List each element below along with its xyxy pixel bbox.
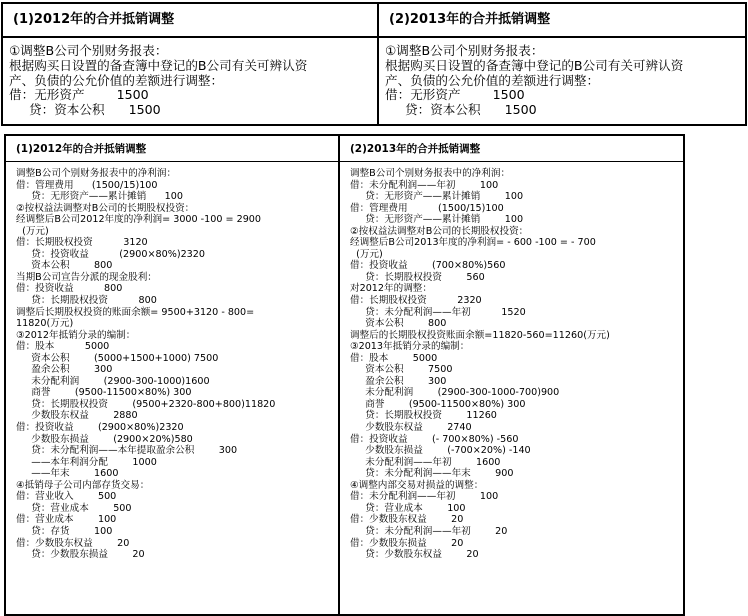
entry-line: 贷：未分配利润——年初 1520 xyxy=(350,306,526,318)
entry-line: 借：营业收入 500 xyxy=(16,491,117,503)
entry-line: 贷：少数股东权益 20 xyxy=(350,549,479,561)
entry-line: 借：管理费用 (1500/15)100 xyxy=(16,179,158,191)
entry-line: 资本公积 800 xyxy=(350,318,447,330)
entry-line: 经调整后B公司2013年度的净利润= - 600 -100 = - 700 xyxy=(350,237,596,249)
entry-line: 贷：存货 100 xyxy=(16,525,113,537)
top-right-body xyxy=(379,44,745,118)
entry-line: 借：少数股东权益 20 xyxy=(350,514,464,526)
entry-line: ——年末 1600 xyxy=(16,468,119,480)
entry-line: 贷：营业成本 500 xyxy=(16,502,132,514)
top-left-body xyxy=(3,44,377,118)
entry-line: 借：股本 5000 xyxy=(16,341,110,353)
entry-line: 调整B公司个别财务报表中的净利润： xyxy=(350,168,511,179)
top-left-title: (1)2012年的合并抵销调整 xyxy=(3,4,377,38)
entry-line: ②按权益法调整对B公司的长期股权投资： xyxy=(16,202,195,214)
entry-line: 资本公积 7500 xyxy=(350,364,453,376)
entry-line: 贷：少数股东损益 20 xyxy=(16,549,145,561)
entry-line: 未分配利润 (2900-300-1000-700)900 xyxy=(350,387,560,399)
entry-line: 产、负债的公允价值的差额进行调整： xyxy=(385,72,600,88)
entry-line: 商誉 (9500-11500×80%) 300 xyxy=(16,387,192,399)
entry-line: 贷：营业成本 100 xyxy=(350,502,466,514)
entry-line: 资本公积 800 xyxy=(16,260,113,272)
bottom-adjustment-table xyxy=(4,134,685,616)
entry-line: ①调整B公司个别财务报表： xyxy=(385,43,544,58)
entry-line: 贷：无形资产——累计摊销 100 xyxy=(16,191,183,203)
entry-line: 借：投资收益 (- 700×80%) -560 xyxy=(350,433,519,445)
bottom-right-title: (2)2013年的合并抵销调整 xyxy=(340,136,683,162)
entry-line: 贷：未分配利润——年末 900 xyxy=(350,468,514,480)
bottom-left-body xyxy=(6,168,338,561)
entry-line: 调整B公司个别财务报表中的净利润： xyxy=(16,168,177,179)
entry-line: ③2013年抵销分录的编制： xyxy=(350,341,470,353)
entry-line: 贷：未分配利润——年初 20 xyxy=(350,525,508,537)
entry-line: 贷：长期股权投资 800 xyxy=(16,295,157,307)
top-right-column xyxy=(379,4,745,124)
entry-line: 贷：无形资产——累计摊销 100 xyxy=(350,214,524,226)
entry-line: 当期B公司宣告分派的现金股利： xyxy=(16,271,157,283)
entry-line: 调整后的长期股权投资账面余额=11820-560=11260(万元) xyxy=(350,329,610,341)
entry-line: 借：投资收益 (700×80%)560 xyxy=(350,260,506,272)
entry-line: 盈余公积 300 xyxy=(350,375,447,387)
entry-line: 借：投资收益 (2900×80%)2320 xyxy=(16,422,184,434)
entry-line: 少数股东损益 (2900×20%)580 xyxy=(16,433,193,445)
entry-line: 借：少数股东损益 20 xyxy=(350,537,464,549)
entry-line: 资本公积 (5000+1500+1000) 7500 xyxy=(16,352,219,364)
entry-line: 贷：长期股权投资 (9500+2320-800+800)11820 xyxy=(16,398,276,410)
bottom-left-column xyxy=(6,136,340,614)
entry-line: 少数股东损益 (-700×20%) -140 xyxy=(350,445,531,457)
entry-line: 借：无形资产 1500 xyxy=(385,87,525,103)
entry-line: ——本年利润分配 1000 xyxy=(16,456,157,468)
entry-line: (万元) xyxy=(16,225,49,237)
entry-line: 借：股本 5000 xyxy=(350,352,438,364)
entry-line: 贷：投资收益 (2900×80%)2320 xyxy=(16,248,205,260)
entry-line: 少数股东权益 2880 xyxy=(16,410,138,422)
bottom-left-title: (1)2012年的合并抵销调整 xyxy=(6,136,338,162)
bottom-right-column xyxy=(340,136,683,614)
entry-line: 借：长期股权投资 3120 xyxy=(16,237,148,249)
entry-line: 商誉 (9500-11500×80%) 300 xyxy=(350,398,526,410)
entry-line: 贷：长期股权投资 560 xyxy=(350,271,485,283)
entry-line: 借：少数股东权益 20 xyxy=(16,537,130,549)
entry-line: 借：未分配利润——年初 100 xyxy=(350,491,499,503)
entry-line: 借：管理费用 (1500/15)100 xyxy=(350,202,504,214)
entry-line: 根据购买日设置的备查簿中登记的B公司有关可辨认资 xyxy=(385,57,684,73)
entry-line: 11820(万元) xyxy=(16,318,74,330)
entry-line: ②按权益法调整对B公司的长期股权投资： xyxy=(350,225,529,237)
top-adjustment-table xyxy=(1,2,747,126)
entry-line: 贷：资本公积 1500 xyxy=(385,102,537,118)
entry-line: 对2012年的调整： xyxy=(350,283,432,295)
entry-line: 借：未分配利润——年初 100 xyxy=(350,179,499,191)
entry-line: 借：投资收益 800 xyxy=(16,283,123,295)
entry-line: 借：无形资产 1500 xyxy=(9,87,149,103)
entry-line: ①调整B公司个别财务报表： xyxy=(9,43,168,58)
entry-line: 产、负债的公允价值的差额进行调整： xyxy=(9,72,224,88)
entry-line: ④抵销母子公司内部存货交易： xyxy=(16,479,150,491)
entry-line: ④调整内部交易对损益的调整： xyxy=(350,479,484,491)
entry-line: 借：长期股权投资 2320 xyxy=(350,295,482,307)
entry-line: ③2012年抵销分录的编制： xyxy=(16,329,136,341)
entry-line: 调整后长期股权投资的账面余额= 9500+3120 - 800= xyxy=(16,306,255,318)
entry-line: (万元) xyxy=(350,248,383,260)
entry-line: 未分配利润 (2900-300-1000)1600 xyxy=(16,375,210,387)
entry-line: 经调整后B公司2012年度的净利润= 3000 -100 = 2900 xyxy=(16,214,262,226)
entry-line: 盈余公积 300 xyxy=(16,364,113,376)
top-left-column xyxy=(3,4,379,124)
entry-line: 贷：资本公积 1500 xyxy=(9,102,161,118)
entry-line: 根据购买日设置的备查簿中登记的B公司有关可辨认资 xyxy=(9,57,308,73)
entry-line: 未分配利润——年初 1600 xyxy=(350,456,501,468)
top-right-title: (2)2013年的合并抵销调整 xyxy=(379,4,745,38)
entry-line: 借：营业成本 100 xyxy=(16,514,117,526)
entry-line: 贷：未分配利润——本年提取盈余公积 300 xyxy=(16,445,238,457)
bottom-right-body xyxy=(340,168,683,561)
entry-line: 贷：无形资产——累计摊销 100 xyxy=(350,191,524,203)
entry-line: 少数股东权益 2740 xyxy=(350,422,472,434)
entry-line: 贷：长期股权投资 11260 xyxy=(350,410,497,422)
